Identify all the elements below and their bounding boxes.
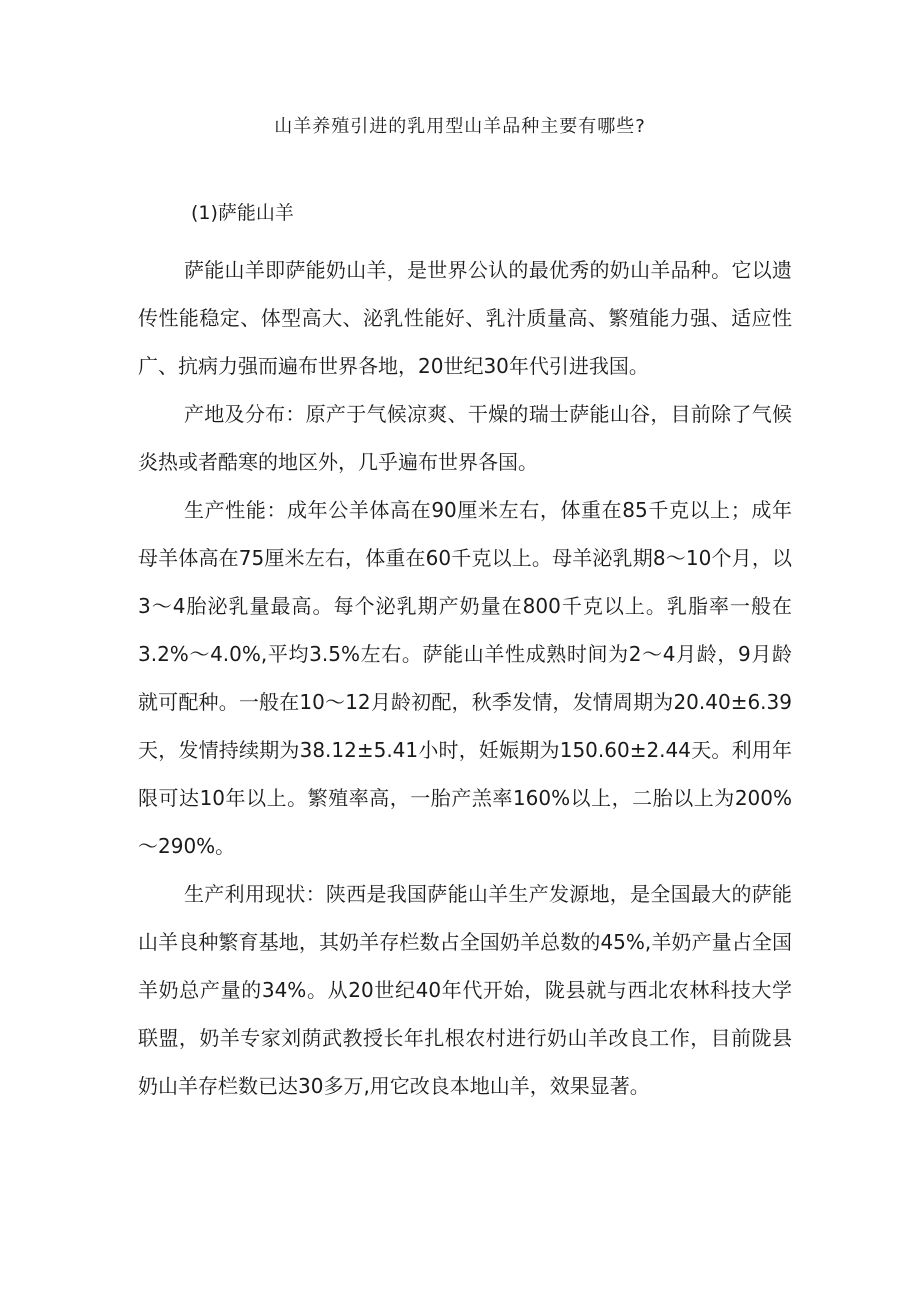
paragraph-text: 生产性能：成年公羊体高在90厘米左右，体重在85千克以上；成年母羊体高在75厘米左右，体重在60千克以上。母羊泌乳期8～10个月，以3～4胎泌乳量最高。每个泌乳期产奶量在800千克以上。乳脂率一般在3.2%～4.0%,平均3.5%左右。萨能山羊性成熟时间为2～4月龄，9月龄就可配种。一般在10～12月龄初配，秋季发情，发情周期为20.40±6.39天，发情持续期为38.12±5.41小时，妊娠期为150.60±2.44天。利用年限可达10年以上。繁殖率高，一胎产羔率160%以上，二胎以上为200%～290%。 bbox=[138, 498, 792, 858]
paragraph-text: 产地及分布：原产于气候凉爽、干燥的瑞士萨能山谷，目前除了气候炎热或者酷寒的地区外，几乎遍布世界各国。 bbox=[138, 402, 792, 474]
document-title: 山羊养殖引进的乳用型山羊品种主要有哪些? bbox=[274, 116, 646, 137]
paragraph-intro bbox=[138, 246, 792, 390]
paragraph-origin bbox=[138, 390, 792, 486]
paragraph-text: 萨能山羊即萨能奶山羊，是世界公认的最优秀的奶山羊品种。它以遗传性能稳定、体型高大、泌乳性能好、乳汁质量高、繁殖能力强、适应性广、抗病力强而遍布世界各地，20世纪30年代引进我国。 bbox=[138, 258, 792, 378]
paragraph-performance bbox=[138, 486, 792, 870]
paragraph-status bbox=[138, 870, 792, 1110]
section-heading: (1)萨能山羊 bbox=[191, 202, 294, 224]
paragraph-text: 生产利用现状：陕西是我国萨能山羊生产发源地，是全国最大的萨能山羊良种繁育基地，其奶羊存栏数占全国奶羊总数的45%,羊奶产量占全国羊奶总产量的34%。从20世纪40年代开始，陇县就与西北农林科技大学联盟，奶羊专家刘荫武教授长年扎根农村进行奶山羊改良工作，目前陇县奶山羊存栏数已达30多万,用它改良本地山羊，效果显著。 bbox=[138, 882, 792, 1098]
